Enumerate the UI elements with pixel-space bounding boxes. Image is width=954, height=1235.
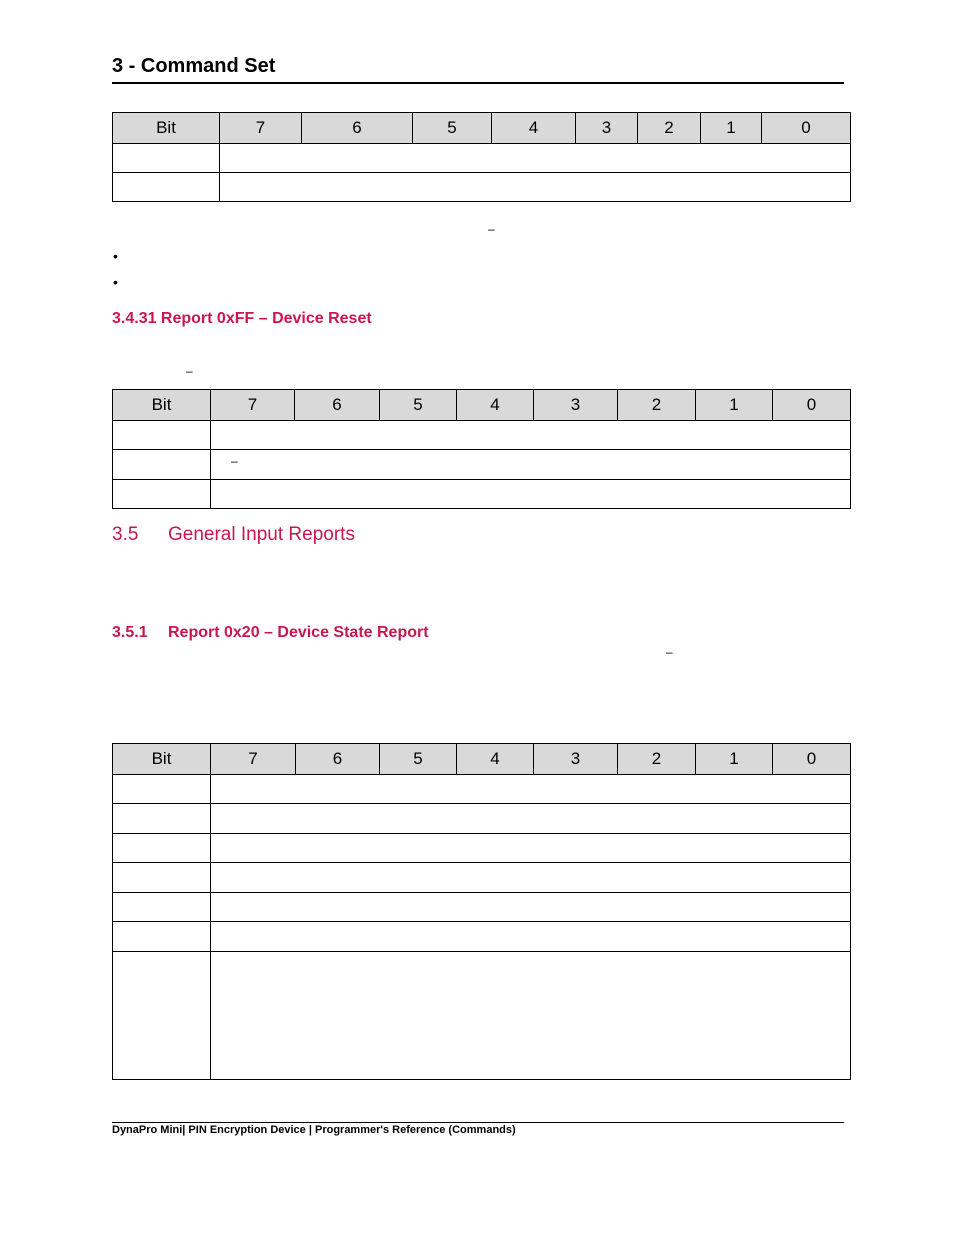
bit-col-label: Bit (113, 744, 211, 775)
header-rule (112, 82, 844, 84)
section-title-3-5-1: Report 0x20 – Device State Report (168, 624, 429, 641)
table-cell (211, 450, 851, 480)
table-cell (113, 952, 211, 1080)
section-title-3-5: General Input Reports (168, 524, 355, 545)
bit-col-7: 7 (220, 113, 302, 144)
table-cell (211, 952, 851, 1080)
table-cell (220, 144, 851, 173)
table-cell (113, 450, 211, 480)
bit-col-1: 1 (696, 744, 773, 775)
bit-col-5: 5 (380, 744, 457, 775)
bit-col-6: 6 (302, 113, 413, 144)
bit-col-2: 2 (618, 390, 696, 421)
table-cell (113, 775, 211, 804)
table-row (113, 480, 851, 509)
bit-col-4: 4 (457, 744, 534, 775)
page-header-title: 3 - Command Set (112, 55, 276, 77)
bit-col-2: 2 (618, 744, 696, 775)
table-cell (211, 775, 851, 804)
table-cell (113, 863, 211, 893)
table-row (113, 775, 851, 804)
table-cell (211, 421, 851, 450)
bit-col-3: 3 (534, 744, 618, 775)
dash-mark: – (666, 645, 673, 659)
table-row (113, 952, 851, 1080)
table-cell (220, 173, 851, 202)
table-cell (113, 173, 220, 202)
bit-col-7: 7 (211, 390, 295, 421)
bit-table-2 (112, 389, 851, 509)
dash-mark: – (488, 222, 495, 236)
bit-col-5: 5 (413, 113, 492, 144)
bit-header-row (113, 390, 851, 421)
table-cell (211, 863, 851, 893)
dash-mark: – (186, 364, 193, 378)
page-footer: DynaPro Mini| PIN Encryption Device | Programmer's Reference (Commands) (112, 1124, 516, 1136)
bit-col-3: 3 (534, 390, 618, 421)
table-cell (113, 480, 211, 509)
table-row (113, 893, 851, 922)
bit-col-6: 6 (295, 390, 380, 421)
table-cell (113, 421, 211, 450)
section-number-3-5-1: 3.5.1 (112, 624, 148, 641)
table-cell (211, 893, 851, 922)
bit-header-row (113, 744, 851, 775)
table-row (113, 450, 851, 480)
dash-mark: – (231, 454, 238, 468)
table-cell (211, 834, 851, 863)
bit-col-0: 0 (762, 113, 851, 144)
bit-col-6: 6 (296, 744, 380, 775)
bit-header-row (113, 113, 851, 144)
table-cell (211, 804, 851, 834)
bit-col-5: 5 (380, 390, 457, 421)
section-number-3-5: 3.5 (112, 524, 139, 545)
bullet-mark: • (113, 248, 118, 264)
table-row (113, 421, 851, 450)
bit-col-2: 2 (638, 113, 701, 144)
table-row (113, 144, 851, 173)
table-cell (113, 922, 211, 952)
table-row (113, 173, 851, 202)
bit-col-0: 0 (773, 390, 851, 421)
bullet-mark: • (113, 274, 118, 290)
table-row (113, 804, 851, 834)
bit-col-7: 7 (211, 744, 296, 775)
bit-table-3 (112, 743, 851, 1080)
table-cell (113, 144, 220, 173)
table-cell (113, 893, 211, 922)
bit-col-label: Bit (113, 390, 211, 421)
footer-rule (112, 1122, 844, 1123)
bit-col-label: Bit (113, 113, 220, 144)
bit-table-1 (112, 112, 851, 202)
table-row (113, 863, 851, 893)
bit-col-1: 1 (696, 390, 773, 421)
bit-col-0: 0 (773, 744, 851, 775)
table-row (113, 834, 851, 863)
section-heading-3-4-31: 3.4.31 Report 0xFF – Device Reset (112, 310, 372, 327)
table-cell (113, 834, 211, 863)
table-cell (211, 480, 851, 509)
table-cell (113, 804, 211, 834)
bit-col-1: 1 (701, 113, 762, 144)
bit-col-4: 4 (457, 390, 534, 421)
bit-col-4: 4 (492, 113, 576, 144)
table-row (113, 922, 851, 952)
bit-col-3: 3 (576, 113, 638, 144)
table-cell (211, 922, 851, 952)
